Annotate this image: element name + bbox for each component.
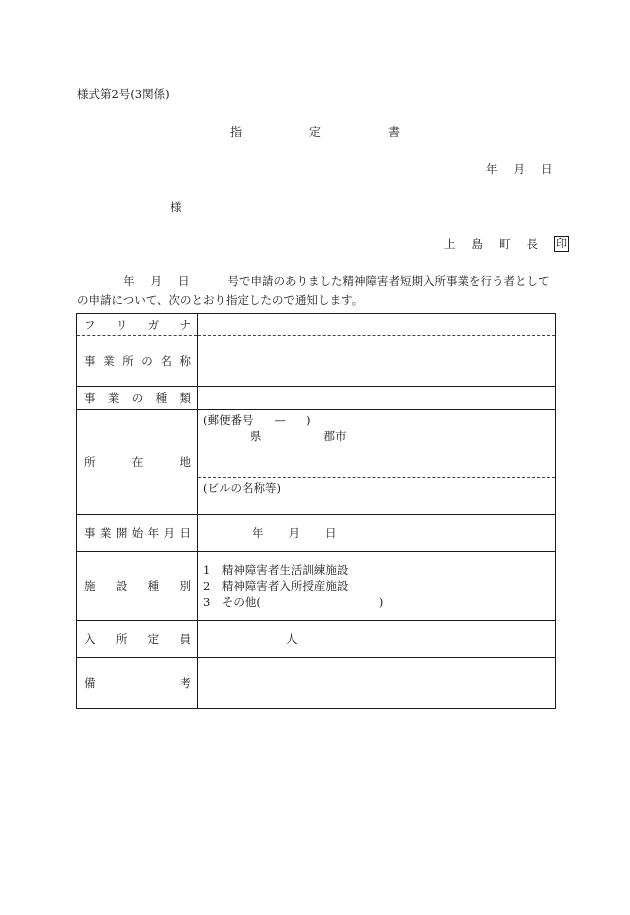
- table-row-location: [77, 410, 556, 478]
- label-char: 年: [147, 526, 160, 540]
- office-name-value[interactable]: [198, 336, 556, 387]
- seal-mark: 印: [556, 237, 567, 250]
- building-label: (ビルの名称等): [203, 481, 281, 495]
- table-row-furigana: [77, 314, 556, 336]
- label-char: 備: [84, 676, 96, 690]
- label-char: 開: [115, 526, 128, 540]
- label-char: フ: [84, 317, 96, 332]
- label-char: 日: [179, 526, 191, 540]
- notice-paragraph-line2: の申請について、次のとおり指定したので通知します。: [77, 293, 364, 307]
- label-char: 名: [160, 354, 172, 368]
- postal-dash: —: [274, 413, 286, 427]
- label-char: 所: [122, 354, 134, 368]
- issuer-char: 上: [444, 237, 456, 251]
- label-char: 月: [163, 526, 176, 540]
- table-row-capacity: [77, 621, 556, 658]
- title-char: 定: [309, 125, 322, 139]
- facility-option: 1 精神障害者生活訓練施設: [203, 563, 349, 577]
- label-char: 考: [179, 676, 191, 690]
- para-text: 号で申請のありました精神障害者短期入所事業を行う者として: [227, 274, 550, 288]
- label-char: 施: [84, 579, 96, 593]
- label-char: 員: [179, 632, 191, 646]
- facility-type-label: [77, 552, 198, 621]
- label-char: ナ: [179, 317, 191, 332]
- issuer: [444, 236, 569, 252]
- label-char: 所: [115, 632, 128, 646]
- designation-table: [76, 313, 556, 709]
- label-char: の: [131, 391, 144, 405]
- label-char: 業: [103, 354, 115, 368]
- notice-paragraph-line1: [123, 273, 550, 289]
- business-type-value[interactable]: [198, 387, 556, 410]
- issuer-char: 島: [471, 237, 483, 251]
- postal-close: ): [306, 413, 311, 427]
- label-char: 事: [84, 526, 96, 540]
- capacity-label: [77, 621, 198, 658]
- day-label: 日: [541, 162, 553, 176]
- start-day-label: 日: [325, 526, 337, 540]
- label-char: 業: [107, 391, 120, 405]
- postal-label: (郵便番号: [203, 413, 254, 427]
- building-value[interactable]: [198, 478, 556, 515]
- start-date-label: [77, 515, 198, 552]
- table-row-facility-type: [77, 552, 556, 621]
- title-char: 指: [230, 125, 243, 139]
- start-date-value[interactable]: [198, 515, 556, 552]
- issuer-char: 町: [499, 237, 511, 251]
- label-char: 別: [179, 579, 191, 593]
- furigana-value[interactable]: [198, 314, 556, 336]
- year-label: 年: [486, 162, 498, 176]
- table-row-business-type: [77, 387, 556, 410]
- label-char: ガ: [147, 317, 160, 332]
- start-month-label: 月: [288, 526, 300, 540]
- label-char: リ: [115, 317, 128, 332]
- start-year-label: 年: [252, 526, 264, 540]
- label-char: 業: [99, 526, 112, 540]
- form-number: 様式第2号(3関係): [77, 87, 170, 101]
- para-year: 年: [123, 274, 135, 288]
- label-char: 入: [84, 632, 96, 646]
- title-char: 書: [388, 125, 401, 139]
- facility-type-value[interactable]: [198, 552, 556, 621]
- label-char: 種: [155, 391, 168, 405]
- label-char: 所: [84, 455, 96, 469]
- facility-option: 3 その他( ): [203, 595, 384, 609]
- address-value[interactable]: [198, 410, 556, 478]
- para-day: 日: [178, 274, 190, 288]
- prefecture-label: 県: [250, 429, 262, 443]
- prefecture-line: [203, 428, 555, 444]
- issue-date: [486, 161, 553, 177]
- addressee-suffix: 様: [170, 200, 182, 214]
- issuer-char: 長: [526, 237, 538, 251]
- facility-other-close: ): [378, 595, 384, 609]
- facility-option: 2 精神障害者入所授産施設: [203, 579, 349, 593]
- label-char: の: [141, 354, 153, 368]
- table-row-office-name: [77, 336, 556, 387]
- table-row-start-date: [77, 515, 556, 552]
- office-name-label: [77, 336, 198, 387]
- label-char: 種: [147, 579, 160, 593]
- label-char: 事: [84, 354, 96, 368]
- label-char: 定: [147, 632, 160, 646]
- table-row-remarks: [77, 658, 556, 709]
- postal-line: [203, 412, 555, 428]
- business-type-label: [77, 387, 198, 410]
- label-char: 設: [115, 579, 128, 593]
- label-char: 在: [131, 455, 144, 469]
- label-char: 事: [84, 391, 96, 405]
- remarks-value[interactable]: [198, 658, 556, 709]
- furigana-label: [77, 314, 198, 336]
- month-label: 月: [513, 162, 525, 176]
- label-char: 始: [131, 526, 144, 540]
- label-char: 称: [179, 354, 191, 368]
- label-char: 地: [179, 455, 191, 469]
- capacity-value[interactable]: [198, 621, 556, 658]
- remarks-label: [77, 658, 198, 709]
- capacity-unit: 人: [286, 632, 298, 646]
- label-char: 類: [179, 391, 191, 405]
- county-city-label: 郡市: [323, 429, 347, 443]
- para-month: 月: [150, 274, 162, 288]
- location-label: [77, 410, 198, 515]
- document-title: [230, 123, 400, 140]
